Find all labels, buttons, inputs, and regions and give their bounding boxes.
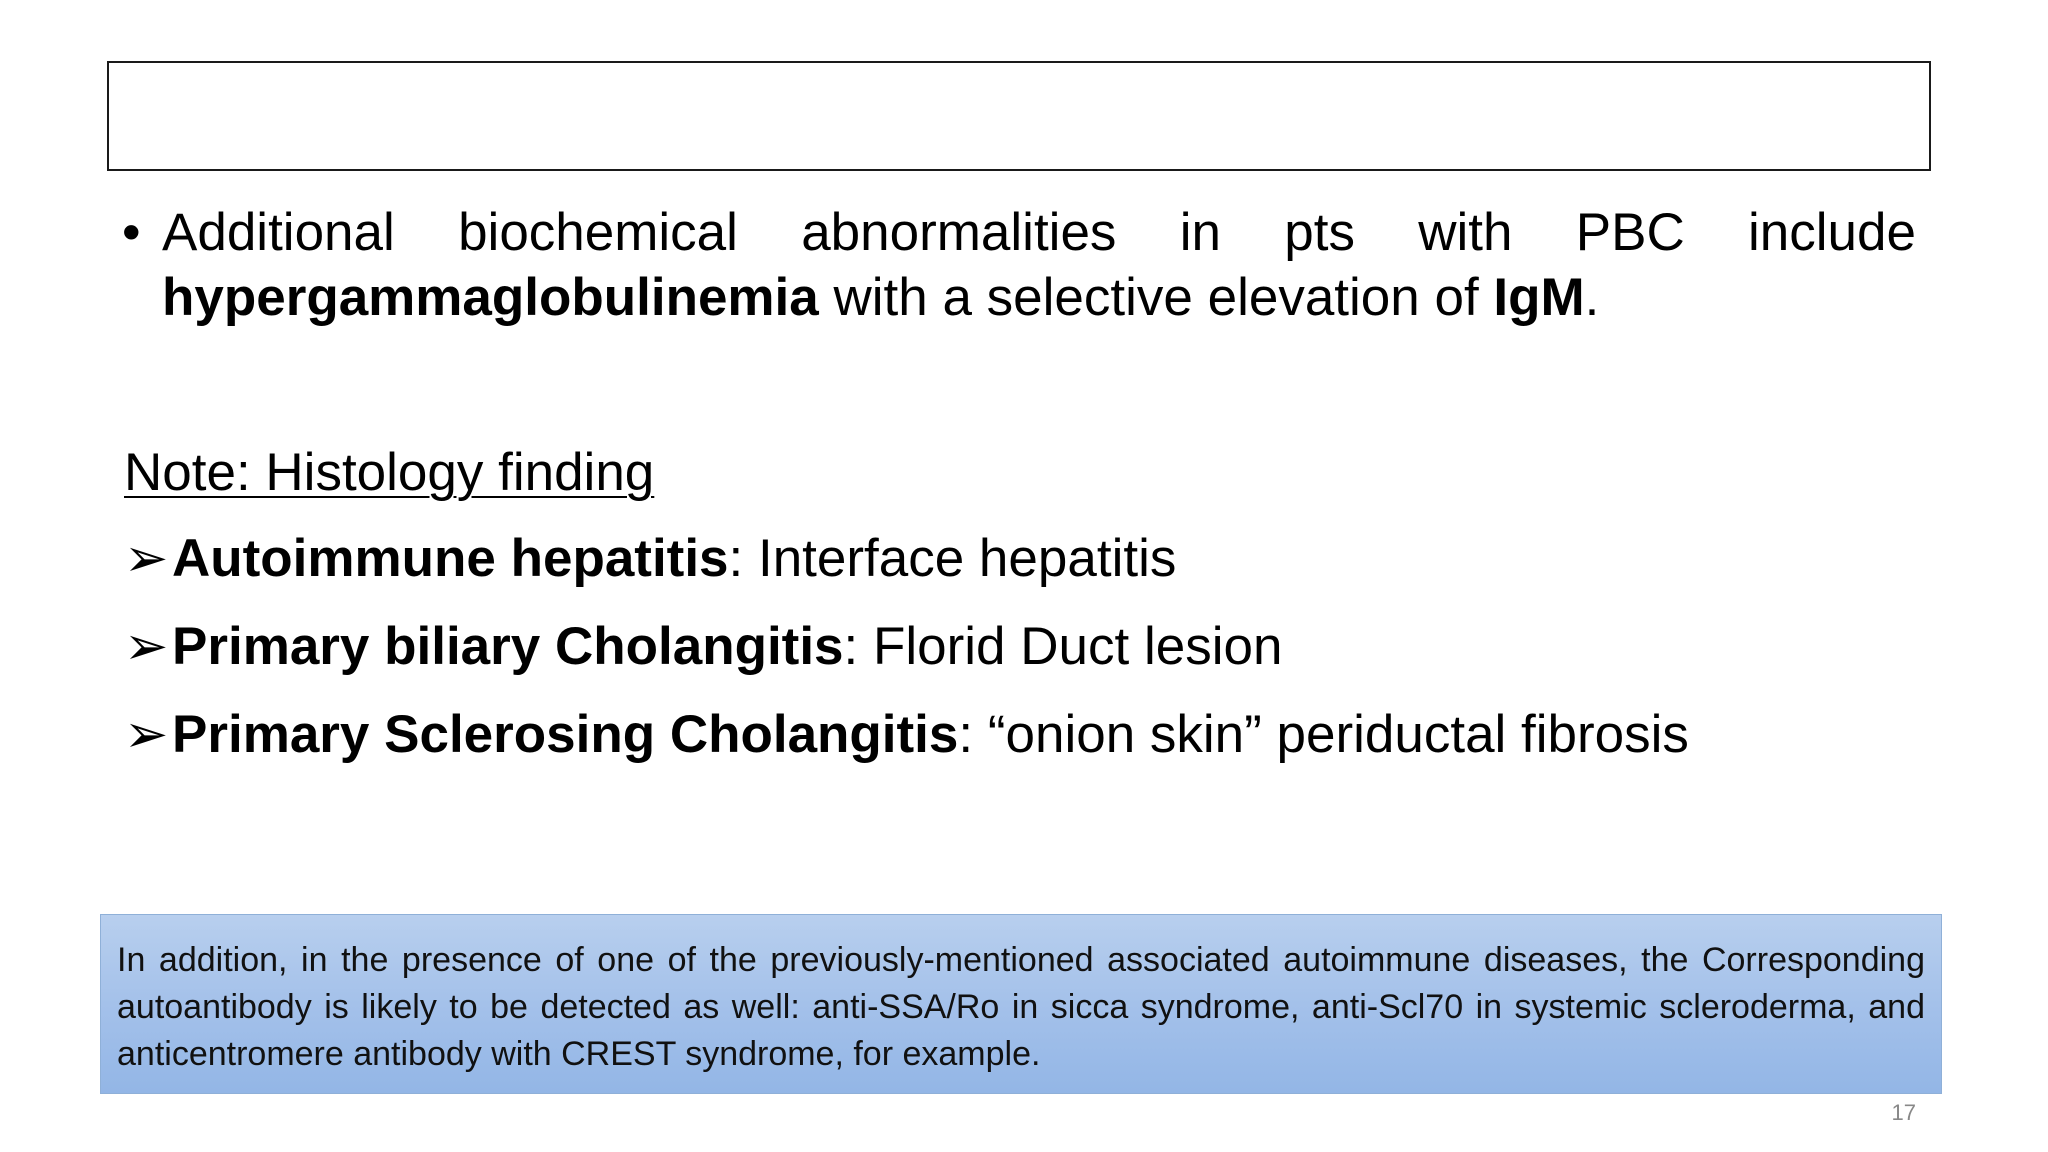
finding-term: Primary biliary Cholangitis	[172, 617, 844, 676]
bullet-text	[162, 200, 1916, 330]
bullet-text-part1: Additional biochemical abnormalities in pts with PBC include	[162, 203, 1916, 262]
title-placeholder-box	[107, 61, 1931, 171]
autoantibody-callout-box: In addition, in the presence of one of the previously-mentioned associated autoimmune diseases, the Corresponding autoantibody is likely to be detected as well: anti-SSA/Ro in sicca syndrome, anti-Scl70 in systemic scleroderma, and anticentromere antibody with CREST syndrome, for example.	[100, 914, 1942, 1094]
finding-term: Primary Sclerosing Cholangitis	[172, 705, 959, 764]
note-heading: Note: Histology finding	[124, 443, 655, 502]
finding-term: Autoimmune hepatitis	[172, 529, 729, 588]
finding-item-primary-biliary-cholangitis	[124, 614, 1924, 702]
arrow-bullet-icon: ➢	[124, 529, 169, 588]
finding-item-autoimmune-hepatitis	[124, 526, 1924, 614]
bullet-text-part3: .	[1584, 268, 1600, 327]
finding-description: : Interface hepatitis	[728, 529, 1177, 588]
finding-item-primary-sclerosing-cholangitis	[124, 702, 1924, 790]
bullet-row	[122, 200, 1916, 330]
finding-description: : “onion skin” periductal fibrosis	[958, 705, 1689, 764]
arrow-bullet-icon: ➢	[124, 705, 169, 764]
arrow-bullet-icon: ➢	[124, 617, 169, 676]
bullet-paragraph	[122, 200, 1916, 330]
bullet-icon: •	[122, 203, 141, 262]
page-number: 17	[1891, 1100, 1916, 1125]
finding-description: : Florid Duct lesion	[843, 617, 1283, 676]
bullet-bold-term-igm: IgM	[1493, 268, 1585, 327]
bullet-bold-term-hypergammaglobulinemia: hypergammaglobulinemia	[162, 268, 819, 327]
bullet-text-part2: with a selective elevation of	[818, 268, 1494, 327]
histology-finding-list	[124, 526, 1924, 790]
